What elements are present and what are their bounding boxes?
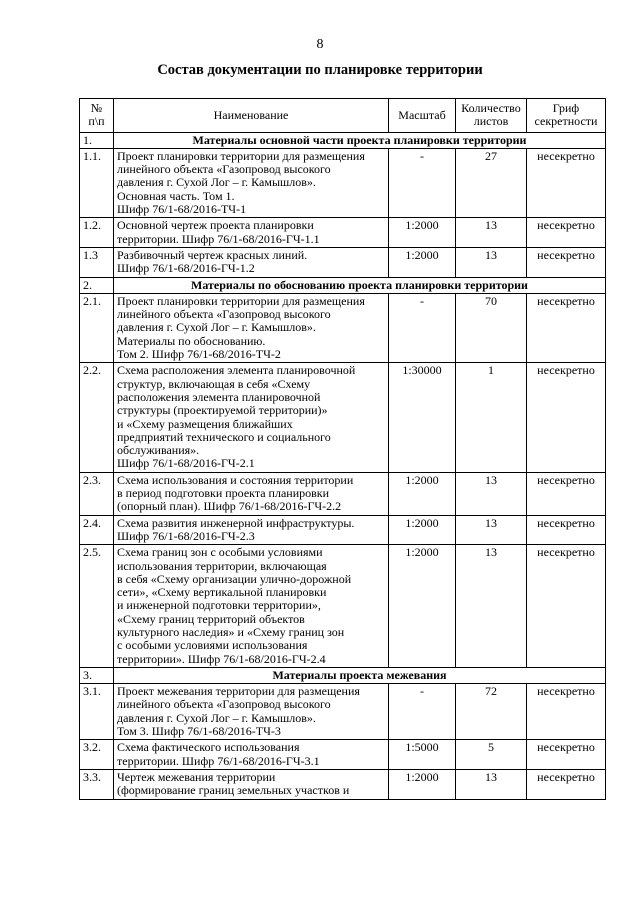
table-row (80, 515, 606, 545)
row-secrecy: несекретно (527, 472, 606, 515)
table-row (80, 247, 606, 277)
row-sheets: 27 (456, 148, 527, 217)
row-scale: 1:2000 (389, 515, 456, 545)
row-sheets: 1 (456, 363, 527, 472)
table-header-row (80, 99, 606, 133)
document-title: Состав документации по планировке территории (157, 62, 483, 78)
row-sheets: 5 (456, 740, 527, 770)
page-number: 8 (316, 37, 324, 52)
header-sheets: Количество листов (456, 99, 527, 133)
row-scale: 1:2000 (389, 247, 456, 277)
table-row (80, 545, 606, 668)
row-scale: 1:2000 (389, 472, 456, 515)
row-name: Чертеж межевания территории (формирование границ земельных участков и (114, 769, 389, 799)
row-secrecy: несекретно (527, 247, 606, 277)
table-row (80, 472, 606, 515)
row-secrecy: несекретно (527, 293, 606, 362)
row-scale: 1:2000 (389, 769, 456, 799)
row-number: 1.2. (80, 218, 114, 248)
section-row (80, 132, 606, 148)
section-number: 3. (80, 667, 114, 683)
row-number: 2.2. (80, 363, 114, 472)
row-number: 3.1. (80, 684, 114, 740)
row-name: Схема границ зон с особыми условиями использования территории, включающая в себя «Схему организации улично-дорожной сети», «Схему вертикальной планировки и инженерной подготовки территории», «Схему границ территорий объектов культурного наследия» и «Схему границ зон с особыми условиями использования территории». Шифр 76/1-68/2016-ГЧ-2.4 (114, 545, 389, 668)
row-name: Разбивочный чертеж красных линий. Шифр 76/1-68/2016-ГЧ-1.2 (114, 247, 389, 277)
row-secrecy: несекретно (527, 148, 606, 217)
row-scale: - (389, 148, 456, 217)
row-sheets: 13 (456, 472, 527, 515)
row-sheets: 70 (456, 293, 527, 362)
row-sheets: 13 (456, 545, 527, 668)
row-sheets: 13 (456, 769, 527, 799)
row-secrecy: несекретно (527, 545, 606, 668)
section-title: Материалы по обоснованию проекта планировки территории (114, 277, 606, 293)
section-number: 1. (80, 132, 114, 148)
row-scale: - (389, 684, 456, 740)
row-number: 3.2. (80, 740, 114, 770)
row-sheets: 72 (456, 684, 527, 740)
section-title: Материалы основной части проекта планировки территории (114, 132, 606, 148)
table-row (80, 684, 606, 740)
section-title: Материалы проекта межевания (114, 667, 606, 683)
table-row (80, 218, 606, 248)
row-scale: - (389, 293, 456, 362)
row-secrecy: несекретно (527, 218, 606, 248)
documentation-table (79, 98, 606, 800)
row-number: 2.1. (80, 293, 114, 362)
header-num: № п\п (80, 99, 114, 133)
row-name: Проект межевания территории для размещения линейного объекта «Газопровод высокого давления г. Сухой Лог – г. Камышлов». Том 3. Шифр 76/1-68/2016-ТЧ-3 (114, 684, 389, 740)
row-secrecy: несекретно (527, 769, 606, 799)
row-name: Схема расположения элемента планировочной структур, включающая в себя «Схему расположения элемента планировочной структуры (проектируемой территории)» и «Схему размещения ближайших предприятий технического и социального обслуживания». Шифр 76/1-68/2016-ГЧ-2.1 (114, 363, 389, 472)
header-name: Наименование (114, 99, 389, 133)
row-secrecy: несекретно (527, 740, 606, 770)
row-name: Схема фактического использования территории. Шифр 76/1-68/2016-ГЧ-3.1 (114, 740, 389, 770)
section-number: 2. (80, 277, 114, 293)
row-number: 1.3 (80, 247, 114, 277)
row-name: Схема использования и состояния территории в период подготовки проекта планировки (опорный план). Шифр 76/1-68/2016-ГЧ-2.2 (114, 472, 389, 515)
row-scale: 1:30000 (389, 363, 456, 472)
row-secrecy: несекретно (527, 515, 606, 545)
row-name: Основной чертеж проекта планировки территории. Шифр 76/1-68/2016-ГЧ-1.1 (114, 218, 389, 248)
row-secrecy: несекретно (527, 684, 606, 740)
row-name: Проект планировки территории для размещения линейного объекта «Газопровод высокого давления г. Сухой Лог – г. Камышлов». Основная часть. Том 1. Шифр 76/1-68/2016-ТЧ-1 (114, 148, 389, 217)
row-scale: 1:2000 (389, 545, 456, 668)
section-row (80, 277, 606, 293)
table-row (80, 363, 606, 472)
row-scale: 1:5000 (389, 740, 456, 770)
header-secrecy: Гриф секретности (527, 99, 606, 133)
table-row (80, 148, 606, 217)
row-sheets: 13 (456, 515, 527, 545)
section-row (80, 667, 606, 683)
row-number: 2.4. (80, 515, 114, 545)
table-row (80, 740, 606, 770)
row-number: 2.3. (80, 472, 114, 515)
row-name: Схема развития инженерной инфраструктуры. Шифр 76/1-68/2016-ГЧ-2.3 (114, 515, 389, 545)
row-name: Проект планировки территории для размещения линейного объекта «Газопровод высокого давления г. Сухой Лог – г. Камышлов». Материалы по обоснованию. Том 2. Шифр 76/1-68/2016-ТЧ-2 (114, 293, 389, 362)
header-scale: Масштаб (389, 99, 456, 133)
row-scale: 1:2000 (389, 218, 456, 248)
row-sheets: 13 (456, 247, 527, 277)
row-sheets: 13 (456, 218, 527, 248)
table-row (80, 769, 606, 799)
row-number: 1.1. (80, 148, 114, 217)
table-row (80, 293, 606, 362)
table-body (80, 132, 606, 799)
row-number: 3.3. (80, 769, 114, 799)
row-secrecy: несекретно (527, 363, 606, 472)
row-number: 2.5. (80, 545, 114, 668)
